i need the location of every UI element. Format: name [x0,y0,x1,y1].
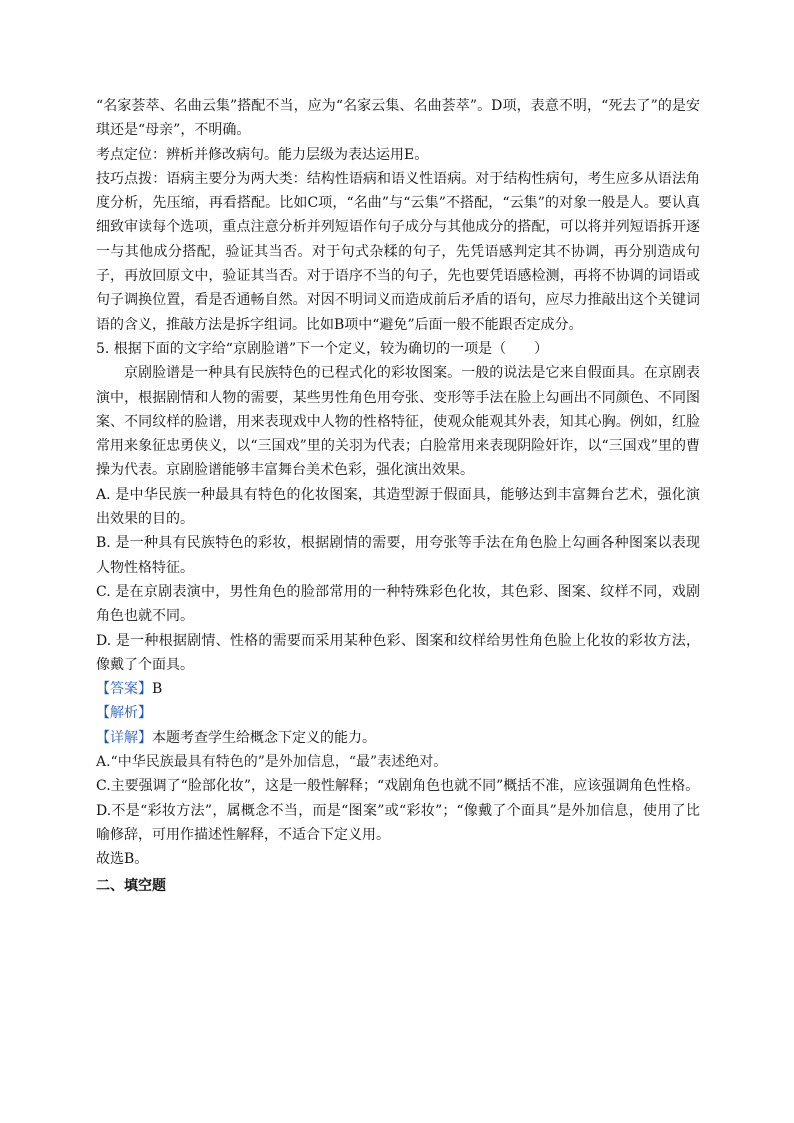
explain-a: A.“中华民族最具有特色的”是外加信息，“最”表述绝对。 [96,754,448,771]
explain-d: D.不是“彩妆方法”，属概念不当，而是“图案”或“彩妆”；“像戴了个面具”是外加信息，使用了比喻修辞，可用作描述性解释，不适合下定义用。 [96,802,700,843]
analysis-line [96,701,700,725]
explain-c: C.主要强调了“脸部化妆”，这是一般性解释；“戏剧角色也就不同”概括不准，应该强调角色性格。 [96,778,700,795]
detail-tag: 【详解】 [96,729,152,746]
question-5-stem: 5. 根据下面的文字给“京剧脸谱”下一个定义，较为确切的一项是（ ） [96,340,549,357]
analysis-tag: 【解析】 [96,705,152,722]
prev-analysis-line: “名家荟萃、名曲云集”搭配不当，应为“名家云集、名曲荟萃”。D项，表意不明，“死去了”的是安琪还是“母亲”，不明确。 [96,98,700,139]
kaodian-line: 考点定位：辨析并修改病句。能力层级为表达运用E。 [96,146,429,163]
conclusion: 故选B。 [96,851,149,868]
question-5-passage: 京剧脸谱是一种具有民族特色的已程式化的彩妆图案。一般的说法是它来自假面具。在京剧表演中，根据剧情和人物的需要，某些男性角色用夸张、变形等手法在脸上勾画出不同颜色、不同图案、不同纹样的脸谱，用来表现戏中人物的性格特征，使观众能观其外表，知其心胸。例如，红脸常用来象征忠勇侠义，以“三国戏”里的关羽为代表；白脸常用来表现阴险奸诈，以“三国戏”里的曹操为代表。京剧脸谱能够丰富舞台美术色彩，强化演出效果。 [96,365,700,479]
answer-line [96,677,700,701]
answer-tag: 【答案】 [96,681,152,698]
document-page [96,94,700,898]
detail-text: 本题考查学生给概念下定义的能力。 [152,729,376,746]
option-a: A. 是中华民族一种最具有特色的化妆图案，其造型源于假面具，能够达到丰富舞台艺术，强化演出效果的目的。 [96,486,700,528]
option-c: C. 是在京剧表演中，男性角色的脸部常用的一种特殊彩色化妆，其色彩、图案、纹样不同，戏剧角色也就不同。 [96,583,700,625]
section-heading: 二、填空题 [96,877,166,894]
jiqiao-paragraph: 技巧点拨：语病主要分为两大类：结构性语病和语义性语病。对于结构性病句，考生应多从语法角度分析，先压缩，再看搭配。比如C项，“名曲”与“云集”不搭配，“云集”的对象一般是人。要认真细致审读每个选项，重点注意分析并列短语作句子成分与其他成分的搭配，可以将并列短语拆开逐一与其他成分搭配，验证其当否。对于句式杂糅的句子，先凭语感判定其不协调，再分别造成句子，再放回原文中，验证其当否。对于语序不当的句子，先也要凭语感检测，再将不协调的词语或句子调换位置，看是否通畅自然。对因不明词义而造成前后矛盾的语句，应尽力推敲出这个关键词语的含义，推敲方法是拆字组词。比如B项中“避免”后面一般不能跟否定成分。 [96,170,700,333]
option-b: B. 是一种具有民族特色的彩妆，根据剧情的需要，用夸张等手法在角色脸上勾画各种图案以表现人物性格特征。 [96,535,700,576]
detail-line [96,726,700,750]
option-d: D. 是一种根据剧情、性格的需要而采用某种色彩、图案和纹样给男性角色脸上化妆的彩妆方法，像戴了个面具。 [96,632,700,673]
answer-value: B [152,681,163,698]
